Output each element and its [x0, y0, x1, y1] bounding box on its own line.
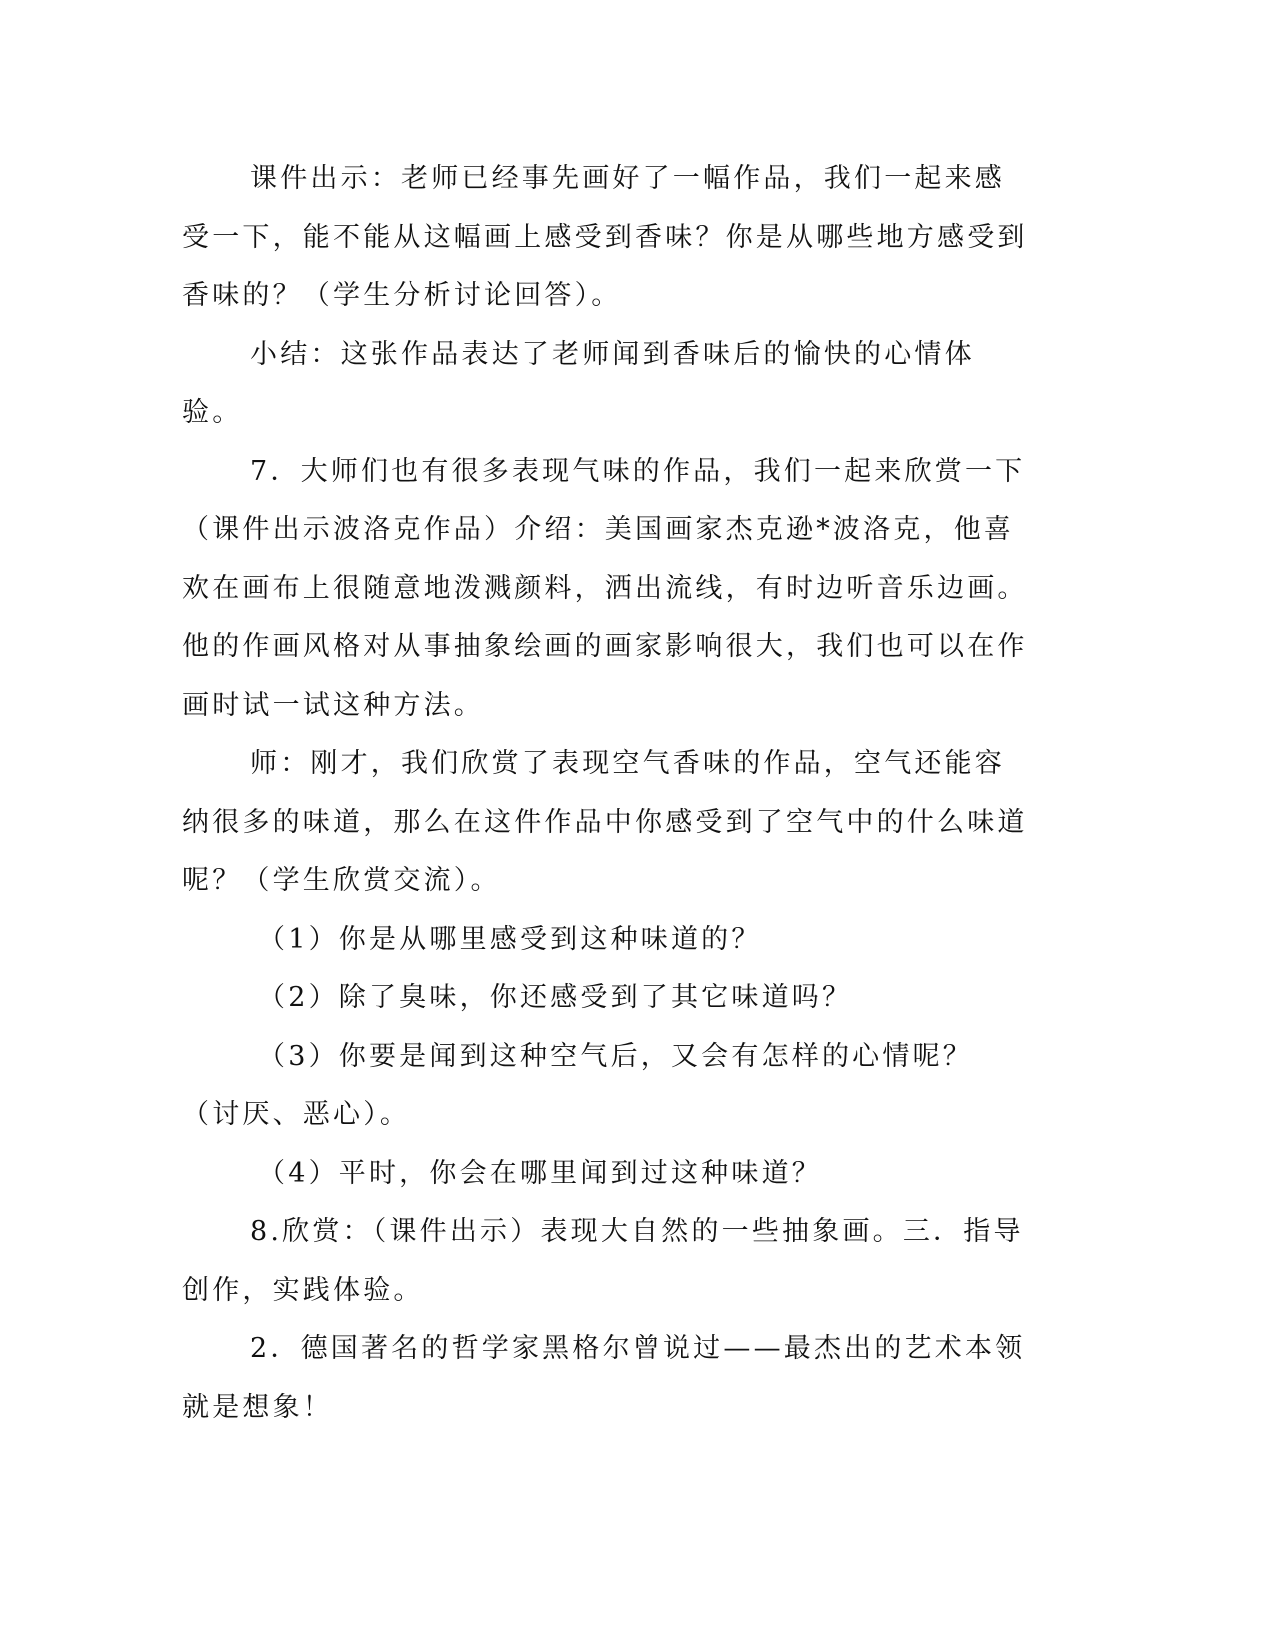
paragraph-courseware-intro: 课件出示：老师已经事先画好了一幅作品，我们一起来感受一下，能不能从这幅画上感受到香味？你是从哪些地方感受到香味的？（学生分析讨论回答）。	[182, 163, 1028, 311]
paragraph-masters-works: 7．大师们也有很多表现气味的作品，我们一起来欣赏一下（课件出示波洛克作品）介绍：美国画家杰克逊*波洛克，他喜欢在画布上很随意地泼溅颜料，洒出流线，有时边听音乐边画。他的作画风格对从事抽象绘画的画家影响很大，我们也可以在作画时试一试这种方法。	[182, 455, 1028, 721]
document-body	[182, 150, 1032, 1437]
paragraph-hegel-quote: 2．德国著名的哲学家黑格尔曾说过——最杰出的艺术本领就是想象！	[182, 1333, 1026, 1423]
question-item-3: （3）你要是闻到这种空气后，又会有怎样的心情呢？（讨厌、恶心）。	[182, 1040, 973, 1130]
paragraph-teacher-question: 师：刚才，我们欣赏了表现空气香味的作品，空气还能容纳很多的味道，那么在这件作品中你感受到了空气中的什么味道呢？（学生欣赏交流）。	[182, 748, 1028, 896]
paragraph-appreciation: 8.欣赏：（课件出示）表现大自然的一些抽象画。三．指导创作，实践体验。	[182, 1216, 1024, 1306]
question-item-4: （4）平时，你会在哪里闻到过这种味道？	[258, 1157, 822, 1189]
question-item-2: （2）除了臭味，你还感受到了其它味道吗？	[258, 982, 853, 1013]
paragraph-summary: 小结：这张作品表达了老师闻到香味后的愉快的心情体验。	[182, 338, 975, 428]
question-item-1: （1）你是从哪里感受到这种味道的？	[258, 923, 762, 955]
